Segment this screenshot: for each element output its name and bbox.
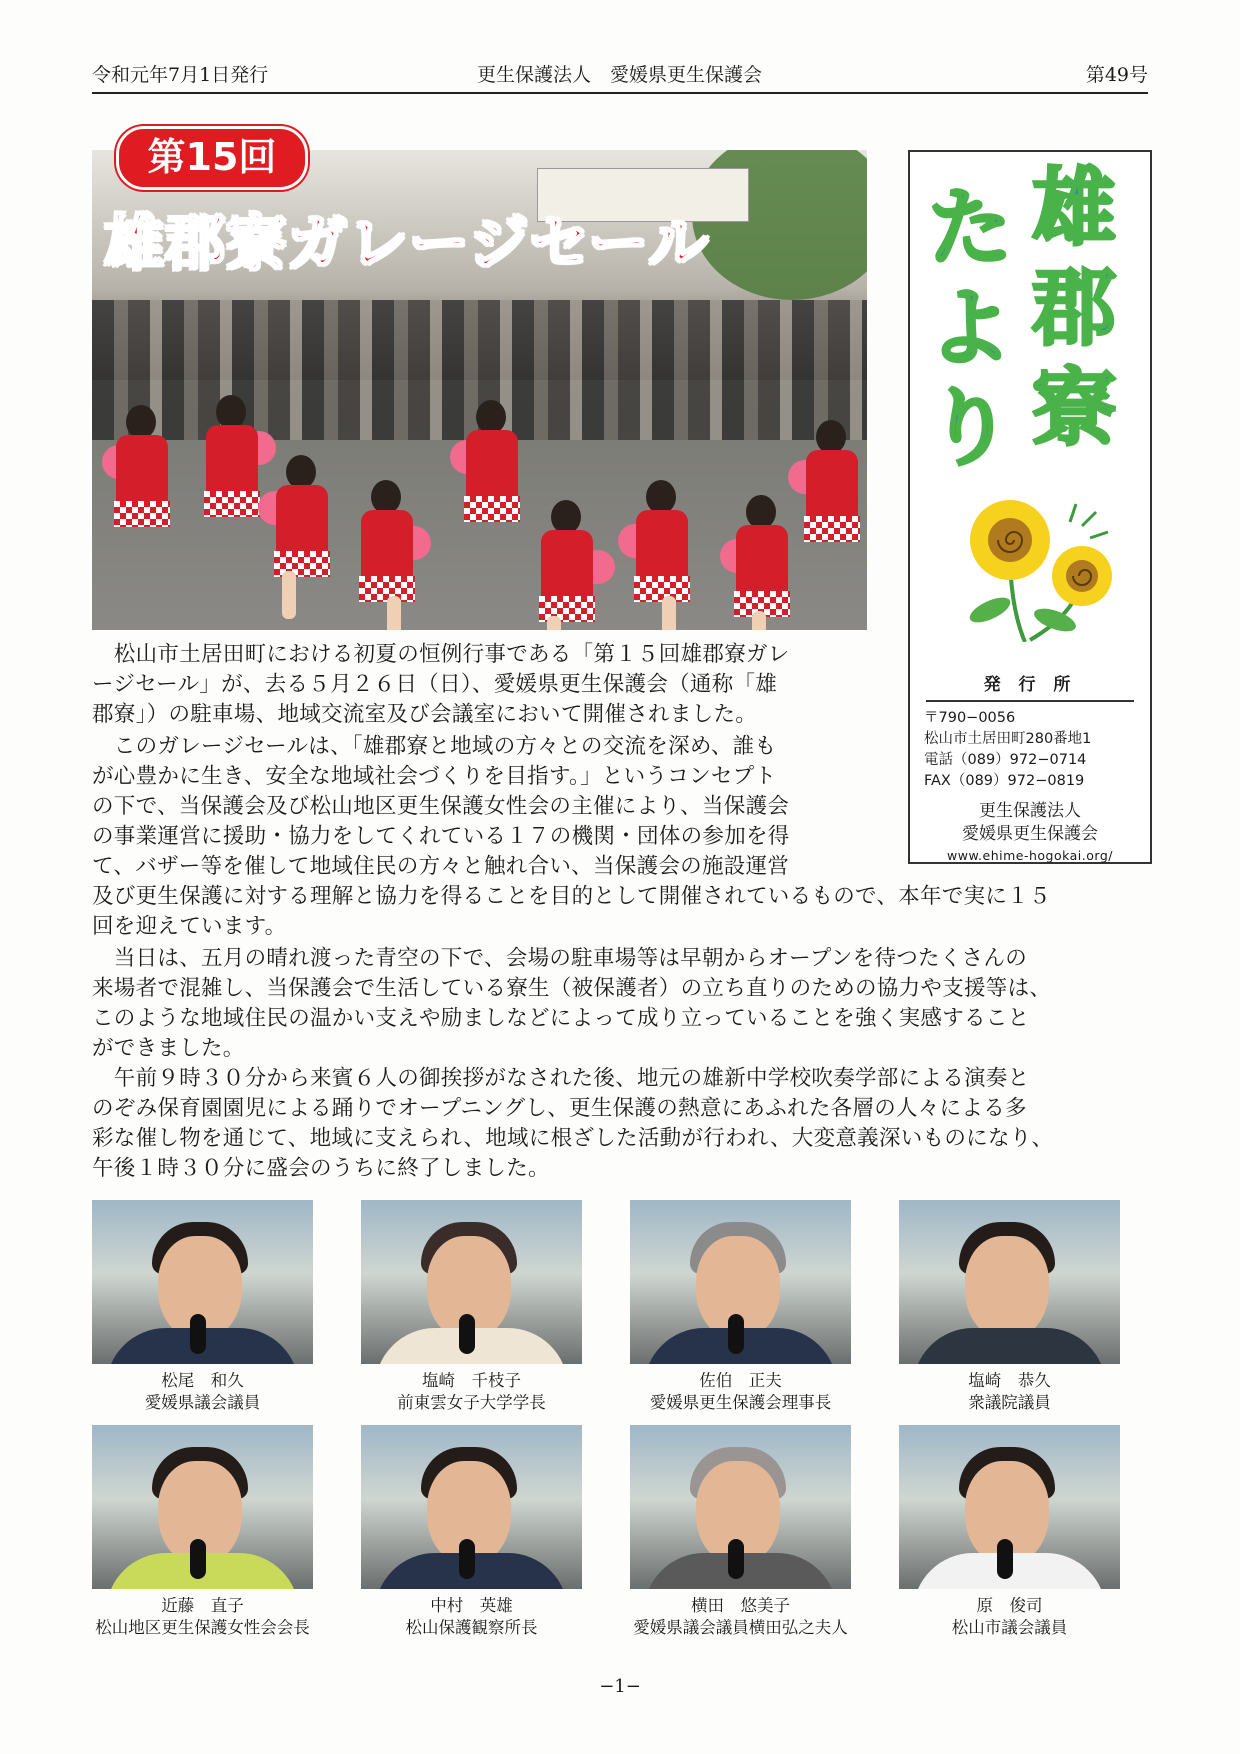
text-line: 回を迎えています。 bbox=[92, 914, 287, 939]
org-type: 更生保護法人 bbox=[979, 801, 1081, 821]
divider bbox=[926, 700, 1134, 702]
masthead-char: よ bbox=[928, 279, 1013, 377]
guest-name: 塩崎 恭久 bbox=[968, 1371, 1051, 1390]
text-line: のぞみ保育園園児による踊りでオープニングし、更生保護の熱意にあふれた各層の人々による多 bbox=[92, 1096, 1027, 1121]
guest-portrait bbox=[630, 1425, 851, 1639]
guest-title: 松山地区更生保護女性会会長 bbox=[95, 1618, 310, 1637]
article-paragraph-3 bbox=[92, 944, 1051, 1064]
masthead-char: 雄 bbox=[1032, 159, 1117, 257]
guest-photo bbox=[630, 1425, 851, 1589]
guest-photo bbox=[361, 1200, 582, 1364]
guest-portrait bbox=[899, 1200, 1120, 1414]
publisher-label: 発 行 所 bbox=[983, 675, 1077, 695]
text-line: ができました。 bbox=[92, 1036, 245, 1061]
text-line: 及び更生保護に対する理解と協力を得ることを目的として開催されているもので、本年で実に１５ bbox=[92, 884, 1051, 909]
issue-number: 第49号 bbox=[1085, 64, 1148, 86]
guest-title: 衆議院議員 bbox=[968, 1393, 1051, 1412]
guest-photo bbox=[92, 1425, 313, 1589]
guest-name: 塩崎 千枝子 bbox=[422, 1371, 521, 1390]
text-line: 当日は、五月の晴れ渡った青空の下で、会場の駐車場等は早朝からオープンを待つたくさんの bbox=[92, 946, 1028, 971]
text-line: の事業運営に援助・協力をしてくれている１７の機関・団体の参加を得 bbox=[92, 824, 790, 849]
guest-name: 松尾 和久 bbox=[161, 1371, 244, 1390]
text-line: 来場者で混雑し、当保護会で生活している寮生（被保護者）の立ち直りのための協力や支援等は、 bbox=[92, 976, 1052, 1001]
microphone-icon bbox=[190, 1314, 206, 1354]
masthead-char: り bbox=[928, 379, 1013, 477]
microphone-icon bbox=[728, 1539, 744, 1579]
masthead-char: 寮 bbox=[1032, 359, 1117, 457]
guest-portrait bbox=[899, 1425, 1120, 1639]
guest-portrait bbox=[361, 1425, 582, 1639]
fax: FAX（089）972−0819 bbox=[924, 773, 1085, 789]
event-number-badge: 第15回 bbox=[116, 126, 308, 190]
masthead-title bbox=[924, 159, 1136, 477]
microphone-icon bbox=[997, 1539, 1013, 1579]
microphone-icon bbox=[728, 1314, 744, 1354]
sunflower-illustration bbox=[950, 492, 1120, 642]
issue-date: 令和元年7月1日発行 bbox=[92, 64, 269, 86]
guest-photo bbox=[361, 1425, 582, 1589]
guest-photo bbox=[92, 1200, 313, 1364]
guest-name: 中村 英雄 bbox=[430, 1596, 513, 1615]
guest-photo bbox=[630, 1200, 851, 1364]
guest-title: 愛媛県更生保護会理事長 bbox=[649, 1393, 832, 1412]
guest-portrait bbox=[361, 1200, 582, 1414]
feature-title: 雄郡寮ガレージセール bbox=[104, 209, 710, 279]
text-line: このガレージセールは、「雄郡寮と地域の方々との交流を深め、誰も bbox=[92, 734, 777, 759]
guest-portrait bbox=[92, 1200, 313, 1414]
text-line: が心豊かに生き、安全な地域社会づくりを目指す。」というコンセプト bbox=[92, 764, 777, 789]
microphone-icon bbox=[459, 1539, 475, 1579]
guest-title: 愛媛県議会議員横田弘之夫人 bbox=[633, 1618, 848, 1637]
text-line: 松山市土居田町における初夏の恒例行事である「第１５回雄郡寮ガレ bbox=[92, 642, 790, 667]
guest-title: 松山市議会議員 bbox=[951, 1618, 1068, 1637]
address: 松山市土居田町280番地1 bbox=[924, 731, 1092, 747]
phone: 電話（089）972−0714 bbox=[924, 752, 1087, 768]
guest-title: 松山保護観察所長 bbox=[405, 1618, 538, 1637]
page-header bbox=[92, 58, 1148, 94]
text-line: 午前９時３０分から来賓６人の御挨拶がなされた後、地元の雄新中学校吹奏学部による演奏と bbox=[92, 1066, 1030, 1091]
masthead-char: た bbox=[928, 179, 1013, 277]
text-line: このような地域住民の温かい支えや励ましなどによって成り立っていることを強く実感すること bbox=[92, 1006, 1030, 1031]
page-number: −1− bbox=[599, 1676, 641, 1697]
publisher-name: 更生保護法人 愛媛県更生保護会 bbox=[477, 64, 763, 86]
article-paragraph-4 bbox=[92, 1064, 1053, 1184]
website-link[interactable]: www.ehime-hogokai.org/ bbox=[947, 848, 1113, 863]
text-line: 彩な催し物を通じて、地域に支えられ、地域に根ざした活動が行われ、大変意義深いものになり、 bbox=[92, 1126, 1054, 1151]
guest-photo bbox=[899, 1200, 1120, 1364]
article-paragraph-2 bbox=[92, 732, 1051, 942]
guest-photo bbox=[899, 1425, 1120, 1589]
guest-name: 佐伯 正夫 bbox=[699, 1371, 782, 1390]
text-line: 午後１時３０分に盛会のうちに終了しました。 bbox=[92, 1156, 550, 1181]
text-line: 郡寮」）の駐車場、地域交流室及び会議室において開催されました。 bbox=[92, 702, 758, 727]
text-line: の下で、当保護会及び松山地区更生保護女性会の主催により、当保護会 bbox=[92, 794, 790, 819]
postal-code: 〒790−0056 bbox=[924, 710, 1016, 726]
guest-portrait bbox=[92, 1425, 313, 1639]
guest-portrait bbox=[630, 1200, 851, 1414]
guest-name: 横田 悠美子 bbox=[691, 1596, 790, 1615]
text-line: て、バザー等を催して地域住民の方々と触れ合い、当保護会の施設運営 bbox=[92, 854, 790, 879]
article-paragraph-1 bbox=[92, 640, 790, 730]
guest-name: 近藤 直子 bbox=[161, 1596, 244, 1615]
org-name: 愛媛県更生保護会 bbox=[962, 824, 1098, 844]
microphone-icon bbox=[459, 1314, 475, 1354]
text-line: ージセール」が、去る５月２６日（日）、愛媛県更生保護会（通称「雄 bbox=[92, 672, 778, 697]
microphone-icon bbox=[190, 1539, 206, 1579]
guest-title: 愛媛県議会議員 bbox=[144, 1393, 261, 1412]
guest-title: 前東雲女子大学学長 bbox=[397, 1393, 546, 1412]
masthead-char: 郡 bbox=[1032, 259, 1117, 357]
guest-name: 原 俊司 bbox=[976, 1596, 1043, 1615]
